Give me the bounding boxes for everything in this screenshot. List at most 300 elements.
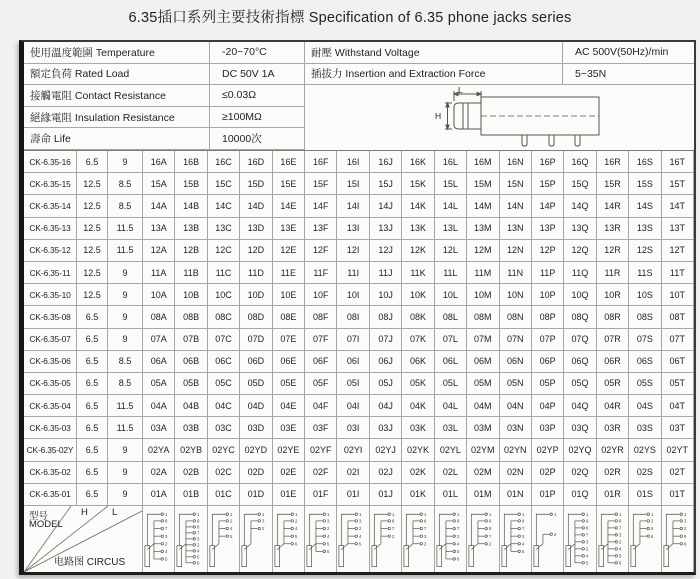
part-number-cell: 14D bbox=[240, 195, 272, 217]
part-number-cell: 04L bbox=[435, 395, 467, 417]
circuit-cell-J bbox=[370, 506, 402, 572]
svg-text:1: 1 bbox=[424, 511, 427, 517]
circuit-cell-B bbox=[175, 506, 207, 572]
part-number-cell: 01S bbox=[629, 484, 661, 506]
h-value-cell: 6.5 bbox=[77, 462, 108, 484]
model-cell: CK-6.35-15 bbox=[24, 173, 77, 195]
part-number-cell: 13L bbox=[435, 218, 467, 240]
model-cell: CK-6.35-11 bbox=[24, 262, 77, 284]
table-row bbox=[24, 218, 694, 240]
part-number-cell: 16E bbox=[273, 151, 305, 173]
part-number-cell: 12P bbox=[532, 240, 564, 262]
part-number-cell: 10C bbox=[208, 284, 240, 306]
svg-text:3: 3 bbox=[359, 518, 362, 524]
part-number-cell: 07B bbox=[175, 329, 207, 351]
table-row bbox=[24, 173, 694, 195]
part-number-cell: 15S bbox=[629, 173, 661, 195]
svg-text:2: 2 bbox=[391, 533, 395, 539]
jack-dimension-drawing bbox=[305, 85, 694, 150]
part-number-cell: 10A bbox=[143, 284, 175, 306]
part-number-cell: 01K bbox=[402, 484, 434, 506]
part-number-cell: 03P bbox=[532, 417, 564, 439]
part-number-cell: 15F bbox=[305, 173, 337, 195]
part-number-cell: 11A bbox=[143, 262, 175, 284]
part-number-cell: 04P bbox=[532, 395, 564, 417]
part-number-cell: 02K bbox=[402, 462, 434, 484]
spec-label-insulation-resistance: 絕緣電阻 Insulation Resistance bbox=[24, 107, 210, 129]
svg-text:2: 2 bbox=[229, 518, 233, 524]
h-value-cell: 12.5 bbox=[77, 173, 108, 195]
l-value-cell: 9 bbox=[108, 329, 143, 351]
part-number-cell: 10N bbox=[500, 284, 532, 306]
h-value-cell: 6.5 bbox=[77, 151, 108, 173]
part-number-cell: 15L bbox=[435, 173, 467, 195]
part-number-cell: 11D bbox=[240, 262, 272, 284]
part-number-cell: 02C bbox=[208, 462, 240, 484]
svg-text:7: 7 bbox=[164, 526, 168, 532]
part-number-cell: 02M bbox=[467, 462, 499, 484]
circuit-cell-P bbox=[532, 506, 564, 572]
part-number-cell: 06L bbox=[435, 351, 467, 373]
part-number-cell: 07F bbox=[305, 329, 337, 351]
part-number-cell: 05N bbox=[500, 373, 532, 395]
spec-value-rated-load: DC 50V 1A bbox=[210, 64, 305, 86]
table-row bbox=[24, 484, 694, 506]
spec-table bbox=[24, 42, 694, 150]
h-value-cell: 6.5 bbox=[77, 306, 108, 328]
part-number-cell: 10R bbox=[597, 284, 629, 306]
part-number-cell: 08B bbox=[175, 306, 207, 328]
h-value-cell: 6.5 bbox=[77, 373, 108, 395]
svg-text:2: 2 bbox=[164, 541, 168, 547]
model-cell: CK-6.35-03 bbox=[24, 417, 77, 439]
part-number-cell: 10T bbox=[662, 284, 694, 306]
l-value-cell: 9 bbox=[108, 484, 143, 506]
circuit-row bbox=[24, 506, 694, 572]
part-number-cell: 10E bbox=[273, 284, 305, 306]
part-number-cell: 01M bbox=[467, 484, 499, 506]
part-number-cell: 08D bbox=[240, 306, 272, 328]
model-cell: CK-6.35-08 bbox=[24, 306, 77, 328]
svg-text:5: 5 bbox=[359, 541, 362, 547]
part-number-cell: 03K bbox=[402, 417, 434, 439]
part-number-cell: 08R bbox=[597, 306, 629, 328]
part-number-cell: 12D bbox=[240, 240, 272, 262]
part-number-cell: 08E bbox=[273, 306, 305, 328]
l-value-cell: 9 bbox=[108, 462, 143, 484]
svg-text:5: 5 bbox=[164, 556, 168, 562]
part-number-cell: 05P bbox=[532, 373, 564, 395]
part-number-cell: 16P bbox=[532, 151, 564, 173]
table-row bbox=[24, 240, 694, 262]
part-number-cell: 11Q bbox=[564, 262, 596, 284]
circuit-cell-D bbox=[240, 506, 272, 572]
model-cell: CK-6.35-10 bbox=[24, 284, 77, 306]
part-number-cell: 14A bbox=[143, 195, 175, 217]
part-number-cell: 12I bbox=[337, 240, 369, 262]
part-number-cell: 02YK bbox=[402, 439, 434, 461]
part-number-cell: 06D bbox=[240, 351, 272, 373]
part-number-cell: 13K bbox=[402, 218, 434, 240]
part-number-cell: 12B bbox=[175, 240, 207, 262]
part-number-cell: 02YT bbox=[662, 439, 694, 461]
part-number-cell: 10L bbox=[435, 284, 467, 306]
svg-text:3: 3 bbox=[262, 518, 265, 524]
part-number-cell: 13B bbox=[175, 218, 207, 240]
parts-table-body bbox=[24, 150, 694, 506]
svg-text:1: 1 bbox=[521, 511, 524, 517]
part-number-cell: 01J bbox=[370, 484, 402, 506]
part-number-cell: 04F bbox=[305, 395, 337, 417]
circuit-cell-I bbox=[337, 506, 369, 572]
svg-text:4: 4 bbox=[359, 533, 362, 539]
svg-text:8: 8 bbox=[521, 518, 524, 524]
model-column-label-zh: 型号 bbox=[29, 511, 49, 522]
part-number-cell: 01T bbox=[662, 484, 694, 506]
part-number-cell: 08L bbox=[435, 306, 467, 328]
table-row bbox=[24, 262, 694, 284]
part-number-cell: 10M bbox=[467, 284, 499, 306]
svg-text:4: 4 bbox=[197, 548, 200, 554]
part-number-cell: 03I bbox=[337, 417, 369, 439]
part-number-cell: 08C bbox=[208, 306, 240, 328]
part-number-cell: 16M bbox=[467, 151, 499, 173]
circuit-diagram-label: 电路图 CIRCUS bbox=[54, 557, 126, 568]
part-number-cell: 13E bbox=[273, 218, 305, 240]
part-number-cell: 05B bbox=[175, 373, 207, 395]
svg-text:8: 8 bbox=[164, 518, 168, 524]
part-number-cell: 06S bbox=[629, 351, 661, 373]
part-number-cell: 15A bbox=[143, 173, 175, 195]
part-number-cell: 02I bbox=[337, 462, 369, 484]
svg-text:4: 4 bbox=[326, 533, 330, 539]
part-number-cell: 08T bbox=[662, 306, 694, 328]
svg-text:2: 2 bbox=[521, 533, 524, 539]
part-number-cell: 15C bbox=[208, 173, 240, 195]
svg-text:5: 5 bbox=[229, 533, 233, 539]
part-number-cell: 16F bbox=[305, 151, 337, 173]
part-number-cell: 02F bbox=[305, 462, 337, 484]
svg-text:5: 5 bbox=[294, 533, 298, 539]
model-cell: CK-6.35-06 bbox=[24, 351, 77, 373]
svg-text:7: 7 bbox=[521, 526, 524, 532]
part-number-cell: 04A bbox=[143, 395, 175, 417]
part-number-cell: 04M bbox=[467, 395, 499, 417]
part-number-cell: 02YJ bbox=[370, 439, 402, 461]
part-number-cell: 14E bbox=[273, 195, 305, 217]
h-value-cell: 12.5 bbox=[77, 262, 108, 284]
part-number-cell: 06Q bbox=[564, 351, 596, 373]
part-number-cell: 02A bbox=[143, 462, 175, 484]
circuit-cell-R bbox=[597, 506, 629, 572]
svg-text:2: 2 bbox=[651, 518, 654, 524]
part-number-cell: 01D bbox=[240, 484, 272, 506]
svg-text:2: 2 bbox=[294, 518, 298, 524]
part-number-cell: 15R bbox=[597, 173, 629, 195]
l-value-cell: 11.5 bbox=[108, 218, 143, 240]
part-number-cell: 02Q bbox=[564, 462, 596, 484]
part-number-cell: 08J bbox=[370, 306, 402, 328]
part-number-cell: 07C bbox=[208, 329, 240, 351]
part-number-cell: 13I bbox=[337, 218, 369, 240]
part-number-cell: 12F bbox=[305, 240, 337, 262]
svg-text:4: 4 bbox=[164, 549, 168, 555]
part-number-cell: 05J bbox=[370, 373, 402, 395]
svg-text:7: 7 bbox=[424, 526, 427, 532]
svg-text:2: 2 bbox=[488, 541, 492, 547]
part-number-cell: 01C bbox=[208, 484, 240, 506]
svg-text:4: 4 bbox=[294, 526, 298, 532]
svg-text:6: 6 bbox=[651, 533, 654, 539]
part-number-cell: 13D bbox=[240, 218, 272, 240]
page-title: 6.35插口系列主要技術指標 Specification of 6.35 phone jacks series bbox=[128, 10, 572, 26]
part-number-cell: 12T bbox=[662, 240, 694, 262]
part-number-cell: 03M bbox=[467, 417, 499, 439]
part-number-cell: 14C bbox=[208, 195, 240, 217]
part-number-cell: 12K bbox=[402, 240, 434, 262]
part-number-cell: 15K bbox=[402, 173, 434, 195]
part-number-cell: 13S bbox=[629, 218, 661, 240]
part-number-cell: 05Q bbox=[564, 373, 596, 395]
part-number-cell: 02YL bbox=[435, 439, 467, 461]
part-number-cell: 03N bbox=[500, 417, 532, 439]
part-number-cell: 14M bbox=[467, 195, 499, 217]
part-number-cell: 06J bbox=[370, 351, 402, 373]
svg-text:2: 2 bbox=[262, 526, 265, 532]
svg-text:7: 7 bbox=[586, 532, 589, 538]
part-number-cell: 13R bbox=[597, 218, 629, 240]
part-number-cell: 14S bbox=[629, 195, 661, 217]
part-number-cell: 11N bbox=[500, 262, 532, 284]
svg-text:8: 8 bbox=[197, 524, 200, 530]
svg-text:6: 6 bbox=[294, 541, 298, 547]
h-value-cell: 12.5 bbox=[77, 240, 108, 262]
svg-text:5: 5 bbox=[197, 554, 200, 560]
model-cell: CK-6.35-04 bbox=[24, 395, 77, 417]
svg-text:1: 1 bbox=[488, 511, 492, 517]
h-value-cell: 12.5 bbox=[77, 195, 108, 217]
spec-value-life: 10000次 bbox=[210, 128, 305, 150]
part-number-cell: 15E bbox=[273, 173, 305, 195]
part-number-cell: 05K bbox=[402, 373, 434, 395]
spec-value-temperature: -20~70°C bbox=[210, 42, 305, 64]
part-number-cell: 07M bbox=[467, 329, 499, 351]
circuit-cell-S bbox=[629, 506, 661, 572]
model-cell: CK-6.35-12 bbox=[24, 240, 77, 262]
part-number-cell: 02S bbox=[629, 462, 661, 484]
part-number-cell: 16B bbox=[175, 151, 207, 173]
part-number-cell: 01E bbox=[273, 484, 305, 506]
l-value-cell: 9 bbox=[108, 262, 143, 284]
part-number-cell: 16K bbox=[402, 151, 434, 173]
part-number-cell: 02P bbox=[532, 462, 564, 484]
part-number-cell: 16C bbox=[208, 151, 240, 173]
svg-text:6: 6 bbox=[197, 560, 200, 566]
model-cell: CK-6.35-01 bbox=[24, 484, 77, 506]
part-number-cell: 13J bbox=[370, 218, 402, 240]
svg-text:4: 4 bbox=[618, 546, 622, 552]
part-number-cell: 16I bbox=[337, 151, 369, 173]
part-number-cell: 08N bbox=[500, 306, 532, 328]
model-column-label-en: MODEL bbox=[29, 519, 63, 530]
part-number-cell: 13T bbox=[662, 218, 694, 240]
part-number-cell: 10F bbox=[305, 284, 337, 306]
part-number-cell: 07K bbox=[402, 329, 434, 351]
svg-text:1: 1 bbox=[326, 511, 330, 517]
l-value-cell: 8.5 bbox=[108, 195, 143, 217]
part-number-cell: 15N bbox=[500, 173, 532, 195]
part-number-cell: 07D bbox=[240, 329, 272, 351]
part-number-cell: 02YN bbox=[500, 439, 532, 461]
circuit-cell-F bbox=[305, 506, 337, 572]
part-number-cell: 07L bbox=[435, 329, 467, 351]
part-number-cell: 14K bbox=[402, 195, 434, 217]
part-number-cell: 03F bbox=[305, 417, 337, 439]
part-number-cell: 11R bbox=[597, 262, 629, 284]
svg-text:7: 7 bbox=[488, 533, 492, 539]
part-number-cell: 03B bbox=[175, 417, 207, 439]
part-number-cell: 01F bbox=[305, 484, 337, 506]
part-number-cell: 04B bbox=[175, 395, 207, 417]
l-value-cell: 11.5 bbox=[108, 417, 143, 439]
part-number-cell: 02B bbox=[175, 462, 207, 484]
part-number-cell: 16A bbox=[143, 151, 175, 173]
part-number-cell: 03T bbox=[662, 417, 694, 439]
svg-text:7: 7 bbox=[618, 525, 622, 531]
dimension-label-h: H bbox=[435, 111, 442, 122]
part-number-cell: 06R bbox=[597, 351, 629, 373]
circuit-cell-E bbox=[273, 506, 305, 572]
part-number-cell: 15M bbox=[467, 173, 499, 195]
part-number-cell: 04Q bbox=[564, 395, 596, 417]
svg-text:7: 7 bbox=[456, 526, 460, 532]
l-value-cell: 11.5 bbox=[108, 395, 143, 417]
part-number-cell: 02J bbox=[370, 462, 402, 484]
part-number-cell: 16R bbox=[597, 151, 629, 173]
part-number-cell: 07I bbox=[337, 329, 369, 351]
l-column-label: L bbox=[112, 507, 118, 518]
part-number-cell: 06P bbox=[532, 351, 564, 373]
spec-label-contact-resistance: 接觸電阻 Contact Resistance bbox=[24, 85, 210, 107]
svg-text:1: 1 bbox=[164, 511, 168, 517]
part-number-cell: 15B bbox=[175, 173, 207, 195]
part-number-cell: 01A bbox=[143, 484, 175, 506]
svg-text:8: 8 bbox=[391, 518, 395, 524]
jack-outline-icon bbox=[445, 89, 620, 149]
dimension-label-l: L bbox=[458, 85, 463, 96]
table-row bbox=[24, 417, 694, 439]
part-number-cell: 03C bbox=[208, 417, 240, 439]
part-number-cell: 16N bbox=[500, 151, 532, 173]
svg-text:2: 2 bbox=[326, 526, 330, 532]
part-number-cell: 08K bbox=[402, 306, 434, 328]
part-number-cell: 12L bbox=[435, 240, 467, 262]
part-number-cell: 15D bbox=[240, 173, 272, 195]
l-value-cell: 9 bbox=[108, 284, 143, 306]
svg-text:3: 3 bbox=[618, 532, 622, 538]
part-number-cell: 05A bbox=[143, 373, 175, 395]
part-number-cell: 04K bbox=[402, 395, 434, 417]
svg-text:7: 7 bbox=[391, 526, 395, 532]
part-number-cell: 04C bbox=[208, 395, 240, 417]
part-number-cell: 06K bbox=[402, 351, 434, 373]
svg-text:2: 2 bbox=[456, 533, 460, 539]
svg-text:2: 2 bbox=[197, 542, 200, 548]
part-number-cell: 06E bbox=[273, 351, 305, 373]
spec-value-insulation-resistance: ≥100MΩ bbox=[210, 107, 305, 129]
table-row bbox=[24, 462, 694, 484]
svg-text:4: 4 bbox=[521, 541, 524, 547]
table-row bbox=[24, 329, 694, 351]
part-number-cell: 02YR bbox=[597, 439, 629, 461]
svg-text:2: 2 bbox=[359, 526, 362, 532]
svg-text:4: 4 bbox=[586, 553, 589, 559]
svg-text:2: 2 bbox=[553, 531, 557, 537]
part-number-cell: 02YQ bbox=[564, 439, 596, 461]
part-number-cell: 05I bbox=[337, 373, 369, 395]
l-value-cell: 8.5 bbox=[108, 351, 143, 373]
part-number-cell: 13M bbox=[467, 218, 499, 240]
part-number-cell: 11B bbox=[175, 262, 207, 284]
l-value-cell: 9 bbox=[108, 439, 143, 461]
part-number-cell: 10J bbox=[370, 284, 402, 306]
model-cell: CK-6.35-05 bbox=[24, 373, 77, 395]
h-value-cell: 12.5 bbox=[77, 284, 108, 306]
part-number-cell: 14P bbox=[532, 195, 564, 217]
part-number-cell: 16T bbox=[662, 151, 694, 173]
part-number-cell: 07N bbox=[500, 329, 532, 351]
svg-text:1: 1 bbox=[391, 511, 395, 517]
part-number-cell: 11J bbox=[370, 262, 402, 284]
part-number-cell: 02D bbox=[240, 462, 272, 484]
model-cell: CK-6.35-13 bbox=[24, 218, 77, 240]
part-number-cell: 06A bbox=[143, 351, 175, 373]
part-number-cell: 02R bbox=[597, 462, 629, 484]
svg-text:9: 9 bbox=[197, 518, 200, 524]
part-number-cell: 06C bbox=[208, 351, 240, 373]
part-number-cell: 16Q bbox=[564, 151, 596, 173]
part-number-cell: 11I bbox=[337, 262, 369, 284]
svg-text:1: 1 bbox=[456, 511, 460, 517]
svg-text:1: 1 bbox=[618, 511, 622, 517]
part-number-cell: 08I bbox=[337, 306, 369, 328]
part-number-cell: 12J bbox=[370, 240, 402, 262]
circuit-cell-Q bbox=[564, 506, 596, 572]
h-value-cell: 6.5 bbox=[77, 329, 108, 351]
part-number-cell: 10Q bbox=[564, 284, 596, 306]
part-number-cell: 02YB bbox=[175, 439, 207, 461]
part-number-cell: 04R bbox=[597, 395, 629, 417]
h-column-label: H bbox=[81, 507, 88, 518]
circuit-cell-K bbox=[402, 506, 434, 572]
part-number-cell: 01N bbox=[500, 484, 532, 506]
part-number-cell: 08A bbox=[143, 306, 175, 328]
table-row bbox=[24, 439, 694, 461]
part-number-cell: 08P bbox=[532, 306, 564, 328]
circuit-cell-T bbox=[662, 506, 694, 572]
model-cell: CK-6.35-14 bbox=[24, 195, 77, 217]
svg-text:2: 2 bbox=[683, 526, 687, 532]
svg-text:5: 5 bbox=[326, 541, 330, 547]
part-number-cell: 03R bbox=[597, 417, 629, 439]
part-number-cell: 10P bbox=[532, 284, 564, 306]
part-number-cell: 12C bbox=[208, 240, 240, 262]
part-number-cell: 13N bbox=[500, 218, 532, 240]
svg-text:1: 1 bbox=[553, 511, 557, 517]
svg-text:6: 6 bbox=[326, 549, 330, 555]
part-number-cell: 05F bbox=[305, 373, 337, 395]
part-number-cell: 14I bbox=[337, 195, 369, 217]
